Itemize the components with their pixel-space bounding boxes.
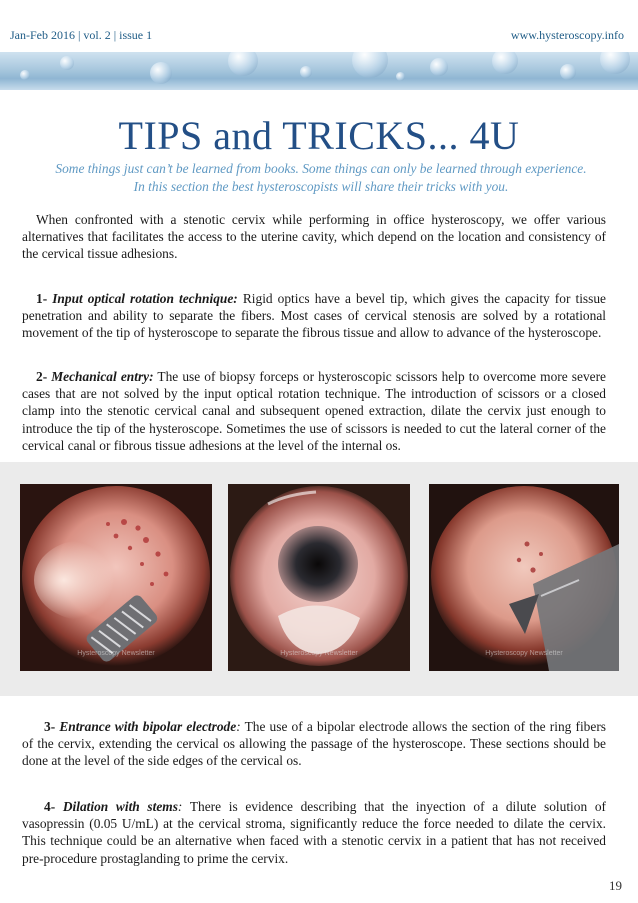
tip-3-number: 3- [44, 719, 56, 734]
hysteroscopy-image-3 [429, 484, 619, 671]
tip-4-heading: Dilation with stems [62, 799, 178, 814]
tip-1-number: 1- [36, 291, 48, 306]
tip-2-number: 2- [36, 369, 48, 384]
tip-1 [22, 290, 606, 342]
subtitle-line-1: Some things just can’t be learned from books. Some things can only be learned through experience. [55, 161, 587, 176]
subtitle-line-2: In this section the best hysteroscopists will share their tricks with you. [133, 179, 509, 194]
tip-2-heading: Mechanical entry: [51, 369, 154, 384]
issue-info: Jan-Feb 2016 | vol. 2 | issue 1 [10, 28, 153, 42]
tip-4-number: 4- [44, 799, 56, 814]
page-number: 19 [609, 878, 622, 893]
section-subtitle [14, 160, 628, 196]
hysteroscopy-image-1 [20, 484, 212, 671]
intro-paragraph: When confronted with a stenotic cervix while performing in office hysteroscopy, we offer various alternatives that facilitates the access to the uterine cavity, which depend on the location and consistency of the cervical tissue adhesions. [22, 212, 606, 262]
image-1-watermark: Hysteroscopy Newsletter [77, 650, 155, 657]
image-3-watermark: Hysteroscopy Newsletter [485, 650, 563, 657]
section-title: TIPS and TRICKS... 4U [118, 113, 520, 158]
tip-1-text: Rigid optics have a bevel tip, which gives the capacity for tissue penetration and ability to separate the fibers. Most cases of cervical stenosis are solved by a rotational movement of the tip of hysteroscope to separate the fibrous tissue and allow to advance of the hysteroscope. [22, 291, 606, 341]
tip-2-text: The use of biopsy forceps or hysteroscopic scissors help to overcome more severe cases that are not solved by the input optical rotation technique. The introduction of scissors or a closed clamp into the stenotic cervical canal and subsequent opened extraction, dilate the cervix just enough to introduce the tip of the hysteroscope. Sometimes the use of scissors is needed to cut the lateral corner of the cervical canal or fibrous tissue adhesions at the level of the internal os. [22, 369, 606, 453]
image-2-watermark: Hysteroscopy Newsletter [280, 650, 358, 657]
water-drops-banner [0, 52, 638, 90]
tip-4-text: There is evidence describing that the inyection of a dilute solution of vasopressin (0.05 U/mL) at the cervical stroma, significantly reduce the force needed to dilate the cervix. This technique could be an alternative when faced with a stenotic cervix in a patient that has not received pre-procedure prostaglanding to prime the cervix. [22, 799, 607, 866]
tip-2 [22, 368, 606, 454]
tip-3-heading: Entrance with bipolar electrode [59, 719, 237, 734]
hysteroscopy-image-2 [228, 484, 410, 671]
tip-3: 3- Entrance with bipolar electrode: The use of a bipolar electrode allows the section of the ring fibers of the cervix, extending the cervical os allowing the passage of the hysteroscope. These sections should be done at the level of the side edges of the cervical os. [22, 719, 606, 769]
website-link[interactable]: www.hysteroscopy.info [510, 28, 624, 42]
tip-3-text: The use of a bipolar electrode allows the section of the ring fibers of the cervix, extending the cervical os allowing the passage of the hysteroscope. These sections should be done at the level of the side edges of the cervical os. [22, 719, 606, 769]
tip-1-heading: Input optical rotation technique: [52, 291, 238, 306]
page-header [0, 0, 638, 52]
tip-4: 4- Dilation with stems: There is evidence describing that the inyection of a dilute solution of vasopressin (0.05 U/mL) at the cervical stroma, significantly reduce the force needed to dilate the cervix. This technique could be an alternative when faced with a stenotic cervix in a patient that has not received pre-procedure prostaglanding to prime the cervix. [22, 799, 607, 866]
